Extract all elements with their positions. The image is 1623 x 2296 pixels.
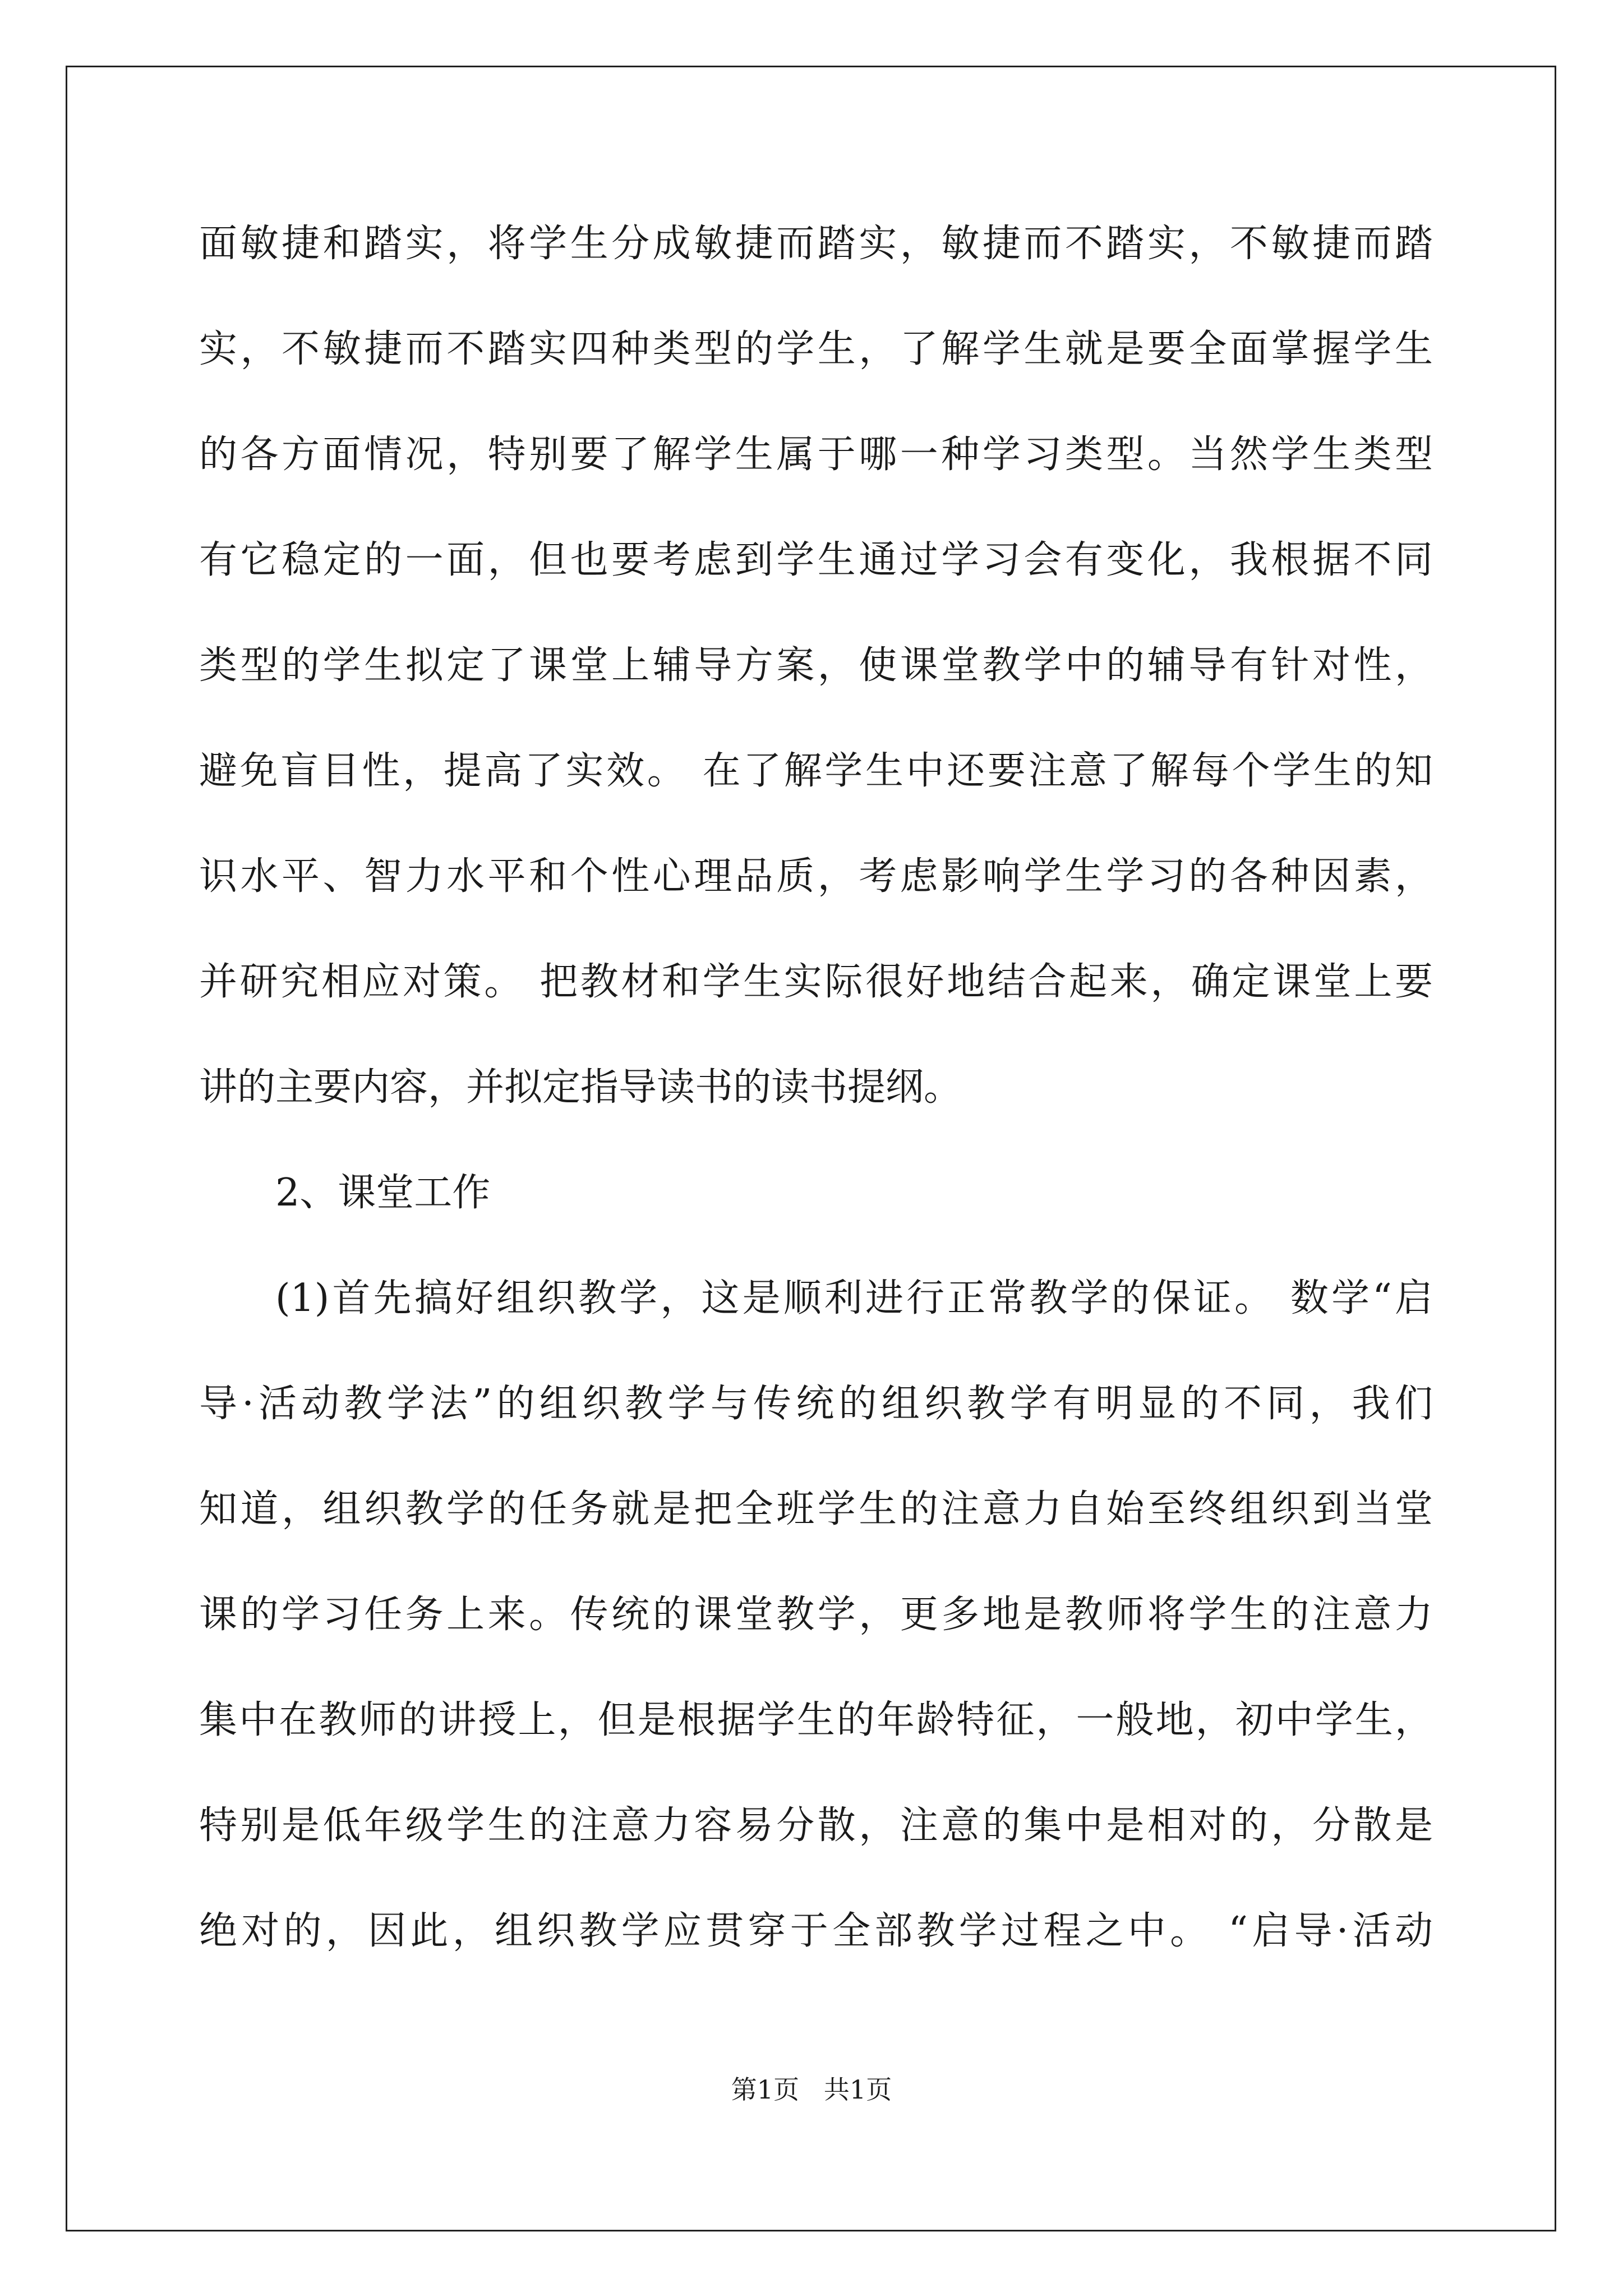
paragraph-line: 实，不敏捷而不踏实四种类型的学生，了解学生就是要全面掌握学生 (199, 327, 1433, 371)
paragraph-line: 识水平、智力水平和个性心理品质，考虑影响学生学习的各种因素， (199, 854, 1433, 899)
paragraph-line: 并研究相应对策。 把教材和学生实际很好地结合起来，确定课堂上要 (199, 960, 1433, 1004)
paragraph-line: 课的学习任务上来。传统的课堂教学，更多地是教师将学生的注意力 (199, 1593, 1433, 1637)
document-body (199, 210, 1433, 2003)
paragraph-line: 特别是低年级学生的注意力容易分散，注意的集中是相对的，分散是 (199, 1803, 1433, 1848)
paragraph-line: 面敏捷和踏实，将学生分成敏捷而踏实，敏捷而不踏实，不敏捷而踏 (199, 222, 1433, 266)
section-heading: 2、课堂工作 (275, 1171, 491, 1215)
paragraph-line: 绝对的，因此，组织教学应贯穿于全部教学过程之中。 “启导·活动 (199, 1909, 1433, 1953)
paragraph-line: 类型的学生拟定了课堂上辅导方案，使课堂教学中的辅导有针对性， (199, 643, 1433, 688)
paragraph-line: 的各方面情况，特别要了解学生属于哪一种学习类型。当然学生类型 (199, 432, 1433, 477)
paragraph-line: 知道，组织教学的任务就是把全班学生的注意力自始至终组织到当堂 (199, 1487, 1433, 1531)
paragraph-line: 有它稳定的一面，但也要考虑到学生通过学习会有变化，我根据不同 (199, 538, 1433, 582)
paragraph-line: 避免盲目性，提高了实效。 在了解学生中还要注意了解每个学生的知 (199, 749, 1433, 793)
paragraph-line: 导·活动教学法”的组织教学与传统的组织教学有明显的不同，我们 (199, 1382, 1433, 1426)
page-footer: 第1页 共1页 (731, 2074, 892, 2105)
paragraph-line: 集中在教师的讲授上，但是根据学生的年龄特征，一般地，初中学生， (199, 1698, 1433, 1742)
paragraph-line: 讲的主要内容，并拟定指导读书的读书提纲。 (199, 1065, 962, 1110)
paragraph-line: (1)首先搞好组织教学，这是顺利进行正常教学的保证。 数学“启 (275, 1276, 1433, 1320)
